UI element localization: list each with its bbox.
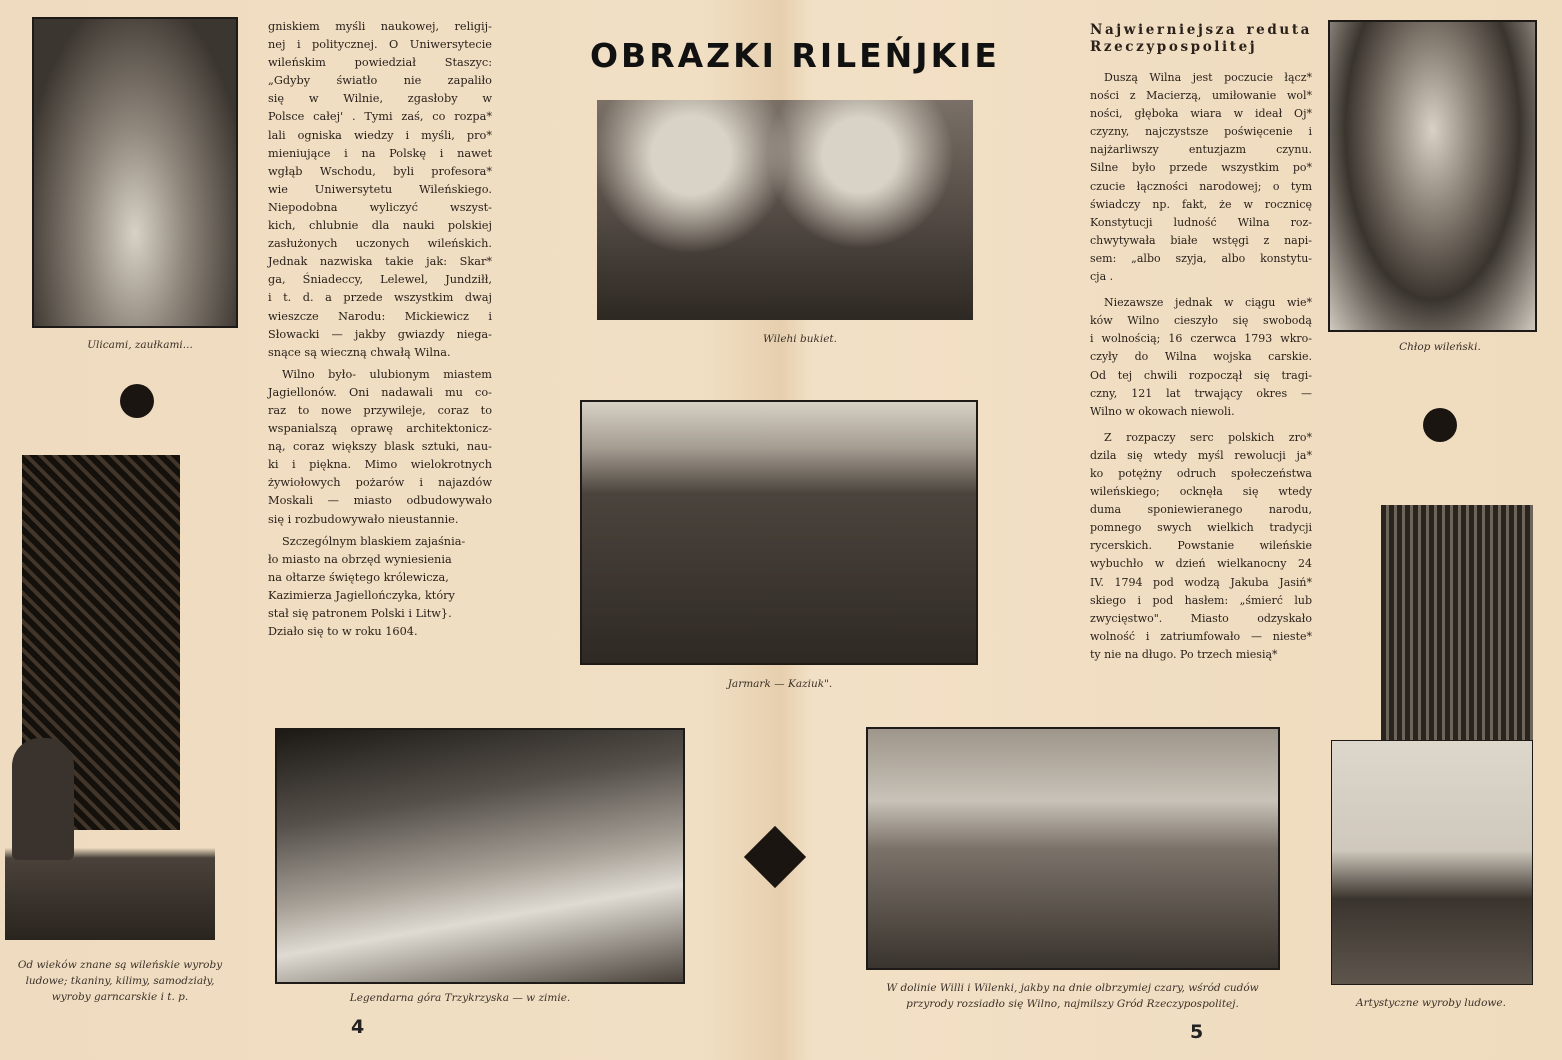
text-line: Niepodobna wyliczyć wszyst- (268, 200, 492, 214)
text-line: się w Wilnie, zgasłoby w (268, 92, 492, 106)
text-line: ności z Macierzą, umiłowanie wol* (1090, 89, 1312, 103)
paragraph (1090, 429, 1312, 664)
trzykrzyska-photo (275, 728, 685, 984)
text-line: raz to nowe przywileje, coraz to (268, 403, 492, 417)
text-line: chwytywała białe wstęgi z napi- (1090, 233, 1312, 247)
text-line: Działo się to w roku 1604. (268, 625, 418, 639)
peasant-portrait-photo (1328, 20, 1537, 332)
folk-crafts-caption-left (10, 957, 230, 1005)
text-line: pomnego swych wielkich tradycji (1090, 521, 1312, 535)
paragraph (268, 533, 492, 642)
text-line: IV. 1794 pod wodzą Jakuba Jasiń* (1090, 575, 1312, 589)
market-photo (580, 400, 978, 665)
text-line: Wilno było- ulubionym miastem (282, 367, 492, 381)
page-number-left: 4 (351, 1016, 365, 1038)
text-line: cja . (1090, 270, 1114, 284)
market-caption: Jarmark — Kaziuk". (727, 678, 833, 690)
text-line: wolność i zatriumfowało — nieste* (1090, 629, 1312, 643)
text-line: ności, głęboka wiara w ideał Oj* (1090, 107, 1312, 121)
text-line: „Gdyby światło nie zapaliło (268, 74, 492, 88)
text-line: mieniujące i na Polskę i nawet (268, 146, 492, 160)
right-text-column (1090, 69, 1312, 664)
textile-right-photo (1381, 505, 1533, 765)
text-line: gniskiem myśli naukowej, religij- (268, 20, 492, 33)
text-line: zwycięstwo". Miasto odzyskało (1090, 611, 1312, 625)
text-line: rycerskich. Powstanie wileńskie (1090, 539, 1312, 553)
text-line: ki i piękna. Mimo wielokrotnych (268, 458, 492, 472)
text-line: ną, coraz większy blask sztuki, nau- (268, 440, 492, 454)
text-line: czyzny, najczystsze poświęcenie i (1090, 125, 1312, 139)
valley-caption (860, 980, 1285, 1012)
text-line: żywiołowych pożarów i najazdów (268, 476, 492, 490)
text-line: wspanialszą oprawę architektonicz- (268, 422, 492, 436)
text-line: czucie łączności narodowej; o tym (1090, 179, 1312, 193)
paragraph (268, 366, 492, 529)
heading-line: Najwierniejsza reduta (1090, 22, 1312, 38)
paragraph (1090, 69, 1312, 286)
text-line: Jagiellonów. Oni nadawali mu co- (268, 385, 492, 399)
page-title: OBRAZKI RILEŃJKIE (590, 36, 1000, 75)
text-line: wileńskim powiedział Staszyc: (268, 56, 492, 70)
text-line: i t. d. a przede wszystkim dwaj (268, 291, 492, 305)
text-line: czny, 121 lat trwający okres — (1090, 386, 1312, 400)
text-line: ty nie na długo. Po trzech miesią* (1090, 647, 1278, 661)
folk-crafts-caption-right: Artystyczne wyroby ludowe. (1356, 997, 1506, 1009)
text-line: nej i politycznej. O Uniwersytecie (268, 38, 492, 52)
page-number-right: 5 (1190, 1021, 1204, 1043)
street-photo (32, 17, 238, 328)
text-line: Wilno w okowach niewoli. (1090, 404, 1235, 418)
text-line: wgłąb Wschodu, byli profesora* (268, 164, 492, 178)
text-line: ków Wilno cieszyło się swobodą (1090, 314, 1312, 328)
flowers-photo (597, 100, 973, 320)
text-line: ga, Śniadeccy, Lelewel, Jundziłł, (268, 273, 492, 287)
paragraph-gap (1090, 286, 1312, 294)
seller-figure (12, 738, 74, 860)
trzykrzyska-caption: Legendarna góra Trzykrzyska — w zimie. (349, 992, 571, 1004)
flowers-caption: Wilehi bukiet. (763, 333, 837, 345)
caption-line: W dolinie Willi i Wilenki, jakby na dnie olbrzymiej czary, wśród cudów (886, 982, 1259, 994)
caption-line: ludowe; tkaniny, kilimy, samodziały, (25, 975, 215, 987)
text-line: Od tej chwili rozpoczął się tragi- (1090, 368, 1312, 382)
text-line: Konstytucji ludność Wilna roz- (1090, 215, 1312, 229)
text-line: Z rozpaczy serc polskich zro* (1104, 430, 1312, 444)
text-line: lali ogniska wiedzy i myśli, pro* (268, 128, 492, 142)
text-line: duma sponiewieranego narodu, (1090, 503, 1312, 517)
text-line: się i rozbudowywało nieustannie. (268, 512, 459, 526)
caption-line: Od wieków znane są wileńskie wyroby (17, 959, 223, 971)
text-line: ło miasto na obrzęd wyniesienia (268, 552, 452, 566)
text-line: i wolnością; 16 czerwca 1793 wkro- (1090, 332, 1312, 346)
text-line: Jednak nazwiska takie jak: Skar* (268, 255, 492, 269)
text-line: najżarliwszy entuzjazm czynu. (1090, 143, 1312, 157)
decorative-dot-right (1423, 408, 1457, 442)
text-line: kich, chlubnie dla nauki polskiej (268, 219, 492, 233)
text-line: Silne było przede wszystkim po* (1090, 161, 1312, 175)
text-line: wieszcze Narodu: Mickiewicz i (268, 309, 492, 323)
caption-line: przyrody rozsiadło się Wilno, najmilszy Gród Rzeczypospolitej. (906, 998, 1239, 1010)
text-line: wybuchło w dzień wielkanocny 24 (1090, 557, 1312, 571)
text-line: ko potężny odruch społeczeństwa (1090, 466, 1312, 480)
text-line: Polsce całej' . Tymi zaś, co rozpa* (268, 110, 492, 124)
paragraph (268, 18, 492, 362)
caption-line: wyroby garncarskie i t. p. (51, 991, 189, 1003)
valley-photo (866, 727, 1280, 970)
left-text-column (268, 18, 492, 641)
heading-line: Rzeczypospolitej (1090, 39, 1258, 55)
text-line: zasłużonych uczonych wileńskich. (268, 237, 492, 251)
text-line: Słowacki — jakby gwiazdy niega- (268, 327, 492, 341)
text-line: Niezawsze jednak w ciągu wie* (1104, 296, 1312, 310)
text-line: czyły do Wilna wojska carskie. (1090, 350, 1312, 364)
text-line: na ołtarze świętego królewicza, (268, 570, 449, 584)
text-line: wie Uniwersytetu Wileńskiego. (268, 182, 492, 196)
text-line: świadczy np. fakt, że w rocznicę (1090, 197, 1312, 211)
decorative-dot-left (120, 384, 154, 418)
paragraph-gap (1090, 421, 1312, 429)
street-caption: Ulicami, zaułkami... (87, 339, 193, 351)
text-line: wileńskiego; ocknęła się wtedy (1090, 485, 1312, 499)
text-line: sem: „albo szyja, albo konstytu- (1090, 251, 1312, 265)
text-line: snące są wieczną chwałą Wilna. (268, 345, 451, 359)
text-line: Duszą Wilna jest poczucie łącz* (1104, 71, 1312, 84)
folk-crafts-photo (1331, 740, 1533, 985)
text-line: stał się patronem Polski i Litw}. (268, 607, 452, 620)
paragraph (1090, 294, 1312, 421)
text-line: Kazimierza Jagiellończyka, który (268, 588, 455, 602)
text-line: Moskali — miasto odbudowywało (268, 494, 492, 508)
peasant-caption: Chłop wileński. (1399, 341, 1481, 353)
decorative-diamond (744, 826, 806, 888)
text-line: dzila się wtedy myśl rewolucji ja* (1090, 448, 1312, 462)
text-line: skiego i pod hasłem: „śmierć lub (1090, 593, 1312, 607)
text-line: Szczególnym blaskiem zajaśnia- (282, 534, 466, 548)
section-heading (1090, 22, 1312, 56)
